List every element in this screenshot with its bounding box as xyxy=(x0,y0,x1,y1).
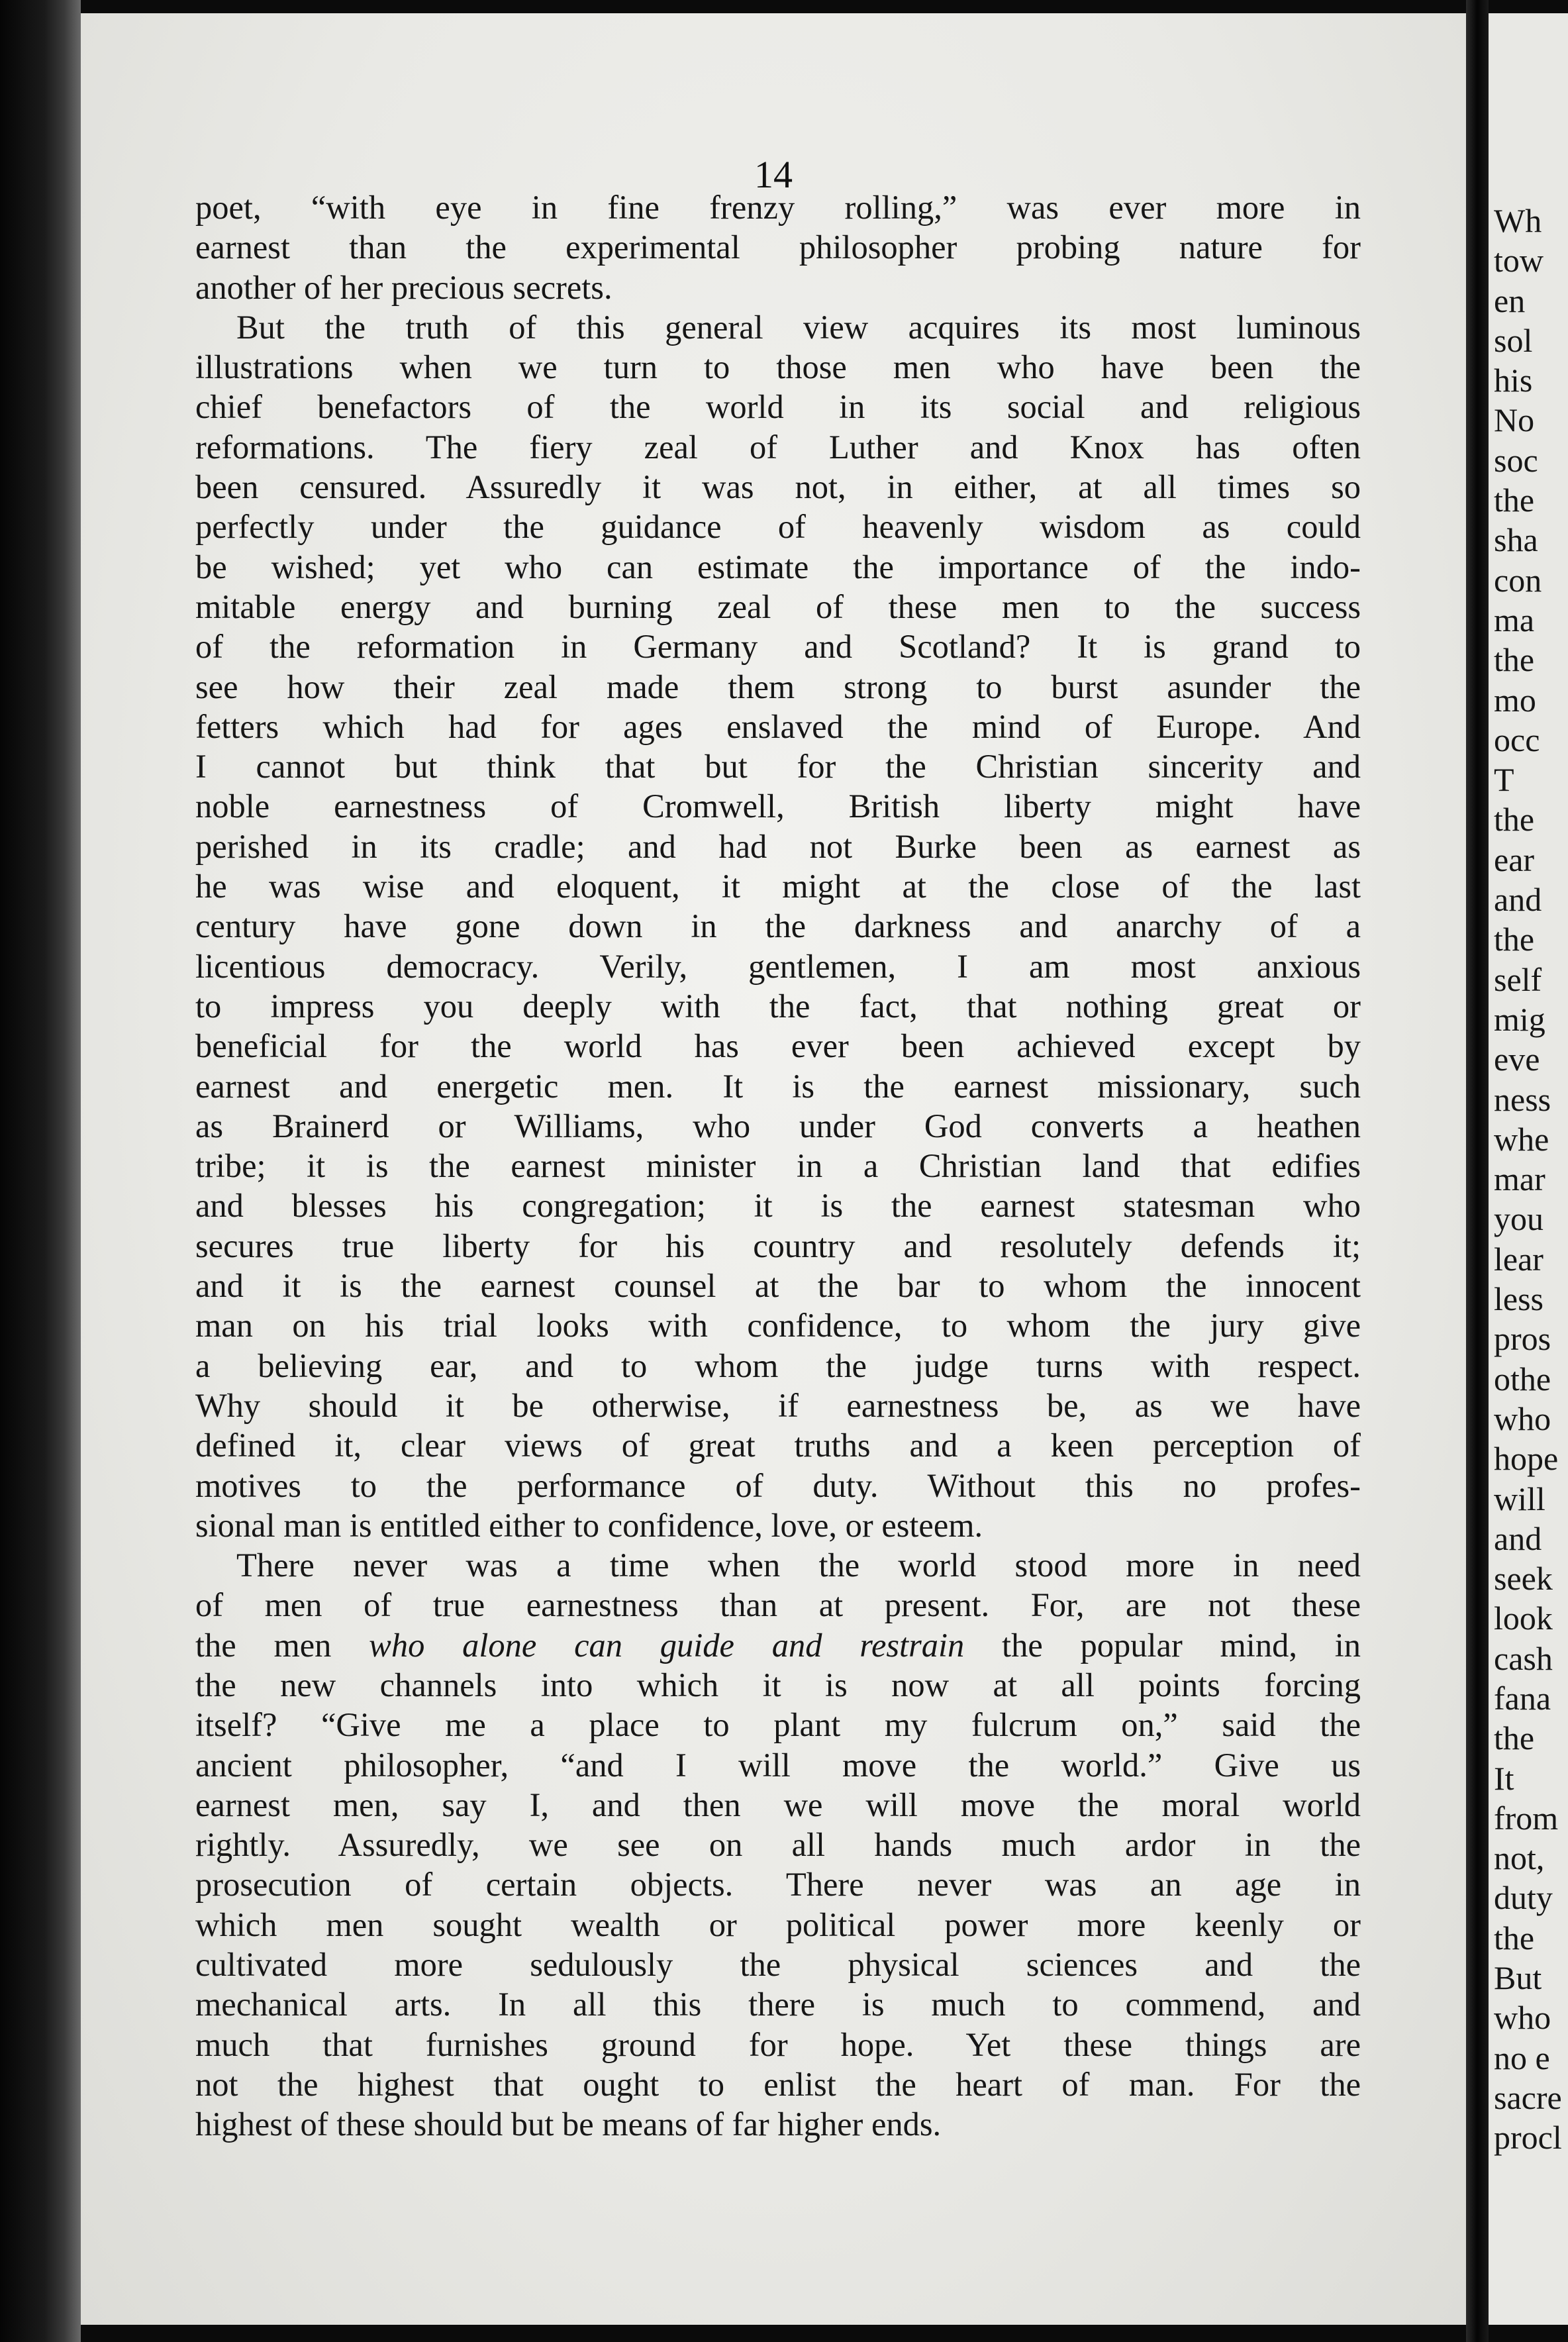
adjacent-text-fragment: hope xyxy=(1494,1440,1559,1478)
adjacent-text-fragment: the xyxy=(1494,1719,1535,1757)
adjacent-text-fragment: no e xyxy=(1494,2039,1550,2076)
adjacent-text-fragment: you xyxy=(1494,1200,1544,1238)
text-line: noble earnestness of Cromwell, British liberty might have xyxy=(195,788,1361,825)
adjacent-text-fragment: who xyxy=(1494,1400,1551,1437)
adjacent-text-fragment: cash xyxy=(1494,1639,1553,1677)
text-line: not the highest that ought to enlist the heart of man. For the xyxy=(195,2065,1361,2103)
adjacent-page-edge xyxy=(1489,13,1568,2325)
text-line: ancient philosopher, “and I will move the world.” Give us xyxy=(195,1746,1361,1784)
adjacent-text-fragment: It xyxy=(1494,1759,1514,1797)
text-line: the men who alone can guide and restrain the popular mind, in xyxy=(195,1626,1361,1664)
text-line: of the reformation in Germany and Scotland? It is grand to xyxy=(195,628,1361,666)
text-line: of men of true earnestness than at present. For, are not these xyxy=(195,1586,1361,1624)
text-line: earnest and energetic men. It is the earnest missionary, such xyxy=(195,1067,1361,1105)
text-line: mechanical arts. In all this there is much to commend, and xyxy=(195,1986,1361,2023)
body-text xyxy=(195,187,1361,2145)
text-line: much that furnishes ground for hope. Yet these things are xyxy=(195,2025,1361,2063)
adjacent-text-fragment: duty xyxy=(1494,1879,1553,1917)
text-line: secures true liberty for his country and resolutely defends it; xyxy=(195,1227,1361,1264)
adjacent-text-fragment: sha xyxy=(1494,521,1538,559)
adjacent-text-fragment: sacre xyxy=(1494,2078,1562,2116)
text-line: poet, “with eye in fine frenzy rolling,” was ever more in xyxy=(195,189,1361,226)
adjacent-text-fragment: and xyxy=(1494,881,1542,919)
text-line: been censured. Assuredly it was not, in either, at all times so xyxy=(195,468,1361,506)
text-line: But the truth of this general view acquires its most luminous xyxy=(236,308,1361,346)
adjacent-text-fragment: from xyxy=(1494,1799,1559,1837)
adjacent-text-fragment: ness xyxy=(1494,1080,1551,1118)
page-gutter xyxy=(1466,0,1489,2342)
text-line: There never was a time when the world stood more in need xyxy=(236,1547,1361,1584)
text-line: earnest men, say I, and then we will move the moral world xyxy=(195,1786,1361,1823)
adjacent-text-fragment: seek xyxy=(1494,1560,1553,1598)
adjacent-text-fragment: en xyxy=(1494,281,1526,319)
adjacent-text-fragment: the xyxy=(1494,801,1535,839)
page-number: 14 xyxy=(754,153,793,196)
text-line: Why should it be otherwise, if earnestness be, as we have xyxy=(195,1386,1361,1424)
text-line: defined it, clear views of great truths and a keen perception of xyxy=(195,1427,1361,1464)
paragraph xyxy=(195,307,1361,1545)
adjacent-text-fragment: and xyxy=(1494,1519,1542,1557)
text-line: as Brainerd or Williams, who under God converts a heathen xyxy=(195,1107,1361,1145)
adjacent-text-fragment: fana xyxy=(1494,1679,1551,1717)
adjacent-text-fragment: will xyxy=(1494,1480,1545,1517)
text-line: licentious democracy. Verily, gentlemen, I am most anxious xyxy=(195,947,1361,985)
adjacent-text-fragment: sol xyxy=(1494,321,1533,359)
text-line: chief benefactors of the world in its social and religious xyxy=(195,388,1361,426)
italic-phrase: who alone can guide and restrain xyxy=(369,1626,965,1664)
text-line: perished in its cradle; and had not Burke been as earnest as xyxy=(195,827,1361,865)
text-line: motives to the performance of duty. Without this no profes- xyxy=(195,1466,1361,1504)
text-line: and blesses his congregation; it is the earnest statesman who xyxy=(195,1187,1361,1225)
text-line: which men sought wealth or political power more keenly or xyxy=(195,1906,1361,1943)
adjacent-text-fragment: less xyxy=(1494,1280,1544,1318)
text-line: sional man is entitled either to confidence, love, or esteem. xyxy=(195,1506,983,1544)
adjacent-text-fragment: occ xyxy=(1494,721,1540,758)
adjacent-text-fragment: eve xyxy=(1494,1041,1540,1078)
text-line: fetters which had for ages enslaved the mind of Europe. And xyxy=(195,707,1361,745)
adjacent-text-fragment: the xyxy=(1494,641,1535,679)
adjacent-text-fragment: Wh xyxy=(1494,202,1542,239)
adjacent-text-fragment: mig xyxy=(1494,1000,1545,1038)
adjacent-text-fragment: his xyxy=(1494,362,1533,399)
adjacent-text-fragment: mo xyxy=(1494,681,1536,719)
adjacent-text-fragment: ma xyxy=(1494,601,1535,638)
adjacent-text-fragment: pros xyxy=(1494,1320,1551,1358)
adjacent-text-fragment: procl xyxy=(1494,2119,1562,2157)
adjacent-text-fragment: soc xyxy=(1494,441,1538,479)
adjacent-text-fragment: othe xyxy=(1494,1360,1551,1398)
text-line: I cannot but think that but for the Christian sincerity and xyxy=(195,748,1361,786)
adjacent-text-fragment: the xyxy=(1494,921,1535,958)
paragraph xyxy=(195,1545,1361,2144)
adjacent-text-fragment: ear xyxy=(1494,840,1535,878)
text-line: another of her precious secrets. xyxy=(195,268,612,306)
adjacent-text-fragment: whe xyxy=(1494,1120,1549,1158)
text-line: earnest than the experimental philosopher probing nature for xyxy=(195,229,1361,266)
adjacent-text-fragment: look xyxy=(1494,1600,1553,1637)
text-line: he was wise and eloquent, it might at the close of the last xyxy=(195,868,1361,905)
text-line: and it is the earnest counsel at the bar to whom the innocent xyxy=(195,1267,1361,1305)
adjacent-text-fragment: self xyxy=(1494,960,1542,998)
text-line: to impress you deeply with the fact, that nothing great or xyxy=(195,987,1361,1025)
text-line: itself? “Give me a place to plant my fulcrum on,” said the xyxy=(195,1706,1361,1744)
adjacent-text-fragment: con xyxy=(1494,561,1542,599)
text-line: see how their zeal made them strong to burst asunder the xyxy=(195,668,1361,705)
adjacent-text-fragment: not, xyxy=(1494,1839,1545,1877)
text-line: be wished; yet who can estimate the importance of the indo- xyxy=(195,548,1361,586)
text-line: mitable energy and burning zeal of these men to the success xyxy=(195,587,1361,625)
text-line: reformations. The fiery zeal of Luther and Knox has often xyxy=(195,428,1361,466)
text-line: cultivated more sedulously the physical sciences and the xyxy=(195,1946,1361,1984)
text-line: prosecution of certain objects. There never was an age in xyxy=(195,1866,1361,1904)
text-line: man on his trial looks with confidence, to whom the jury give xyxy=(195,1307,1361,1345)
adjacent-text-fragment: mar xyxy=(1494,1160,1545,1198)
adjacent-text-fragment: the xyxy=(1494,1919,1535,1957)
adjacent-page-text xyxy=(1494,201,1562,2158)
text-line: beneficial for the world has ever been achieved except by xyxy=(195,1027,1361,1065)
adjacent-text-fragment: the xyxy=(1494,482,1535,519)
text-line: rightly. Assuredly, we see on all hands much ardor in the xyxy=(195,1826,1361,1864)
text-line: perfectly under the guidance of heavenly wisdom as could xyxy=(195,508,1361,546)
adjacent-text-fragment: T xyxy=(1494,761,1514,799)
text-line: illustrations when we turn to those men who have been the xyxy=(195,348,1361,386)
adjacent-text-fragment: who xyxy=(1494,1999,1551,2037)
paragraph xyxy=(195,187,1361,307)
text-line: tribe; it is the earnest minister in a Christian land that edifies xyxy=(195,1147,1361,1185)
book-binding-edge xyxy=(0,0,81,2342)
text-line: the new channels into which it is now at all points forcing xyxy=(195,1666,1361,1704)
text-line: highest of these should but be means of far higher ends. xyxy=(195,2106,942,2143)
text-line: century have gone down in the darkness and anarchy of a xyxy=(195,907,1361,945)
adjacent-text-fragment: But xyxy=(1494,1959,1542,1997)
adjacent-text-fragment: No xyxy=(1494,401,1535,439)
adjacent-text-fragment: lear xyxy=(1494,1240,1544,1278)
text-line: a believing ear, and to whom the judge turns with respect. xyxy=(195,1347,1361,1384)
adjacent-text-fragment: tow xyxy=(1494,242,1544,280)
